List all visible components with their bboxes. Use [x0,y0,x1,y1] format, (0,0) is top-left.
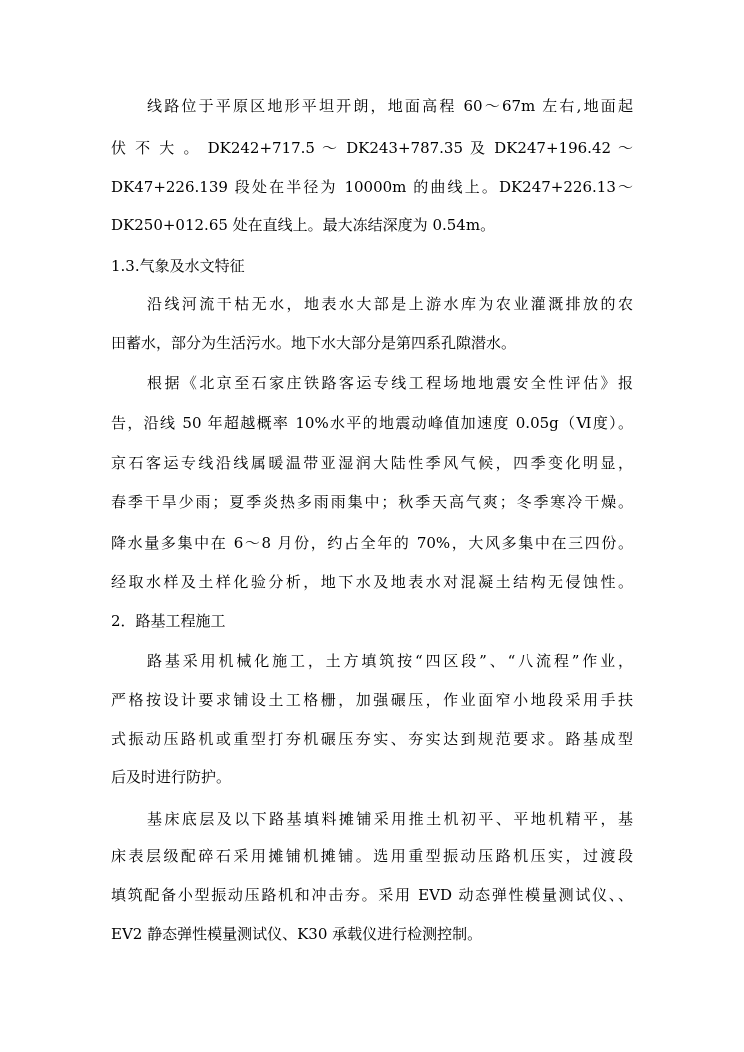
paragraph-subgrade-line-2: 严格按设计要求铺设土工格栅，加强碾压，作业面窄小地段采用手扶 [111,691,633,709]
paragraph-subgrade-line-4: 后及时进行防护。 [111,768,232,786]
section-heading-2: 2．路基工程施工 [111,612,226,630]
paragraph-subgrade-line-1: 路基采用机械化施工，土方填筑按“四区段”、“八流程”作业， [147,652,633,670]
paragraph-hydrology-line-1: 沿线河流干枯无水，地表水大部是上游水库为农业灌溉排放的农 [147,295,633,313]
paragraph-terrain-line-2: 伏 不 大 。 DK242+717.5 ～ DK243+787.35 及 DK247+196.42 ～ [111,139,633,157]
paragraph-base-layer-line-4: EV2 静态弹性模量测试仪、K30 承载仪进行检测控制。 [111,925,483,943]
paragraph-climate-line-5: 降水量多集中在 6～8 月份，约占全年的 70%，大风多集中在三四份。 [111,534,633,552]
paragraph-base-layer-line-3: 填筑配备小型振动压路机和冲击夯。采用 EVD 动态弹性模量测试仪、、 [111,886,633,904]
paragraph-subgrade-line-3: 式振动压路机或重型打夯机碾压夯实、夯实达到规范要求。路基成型 [111,730,633,748]
paragraph-terrain-line-3: DK47+226.139 段处在半径为 10000m 的曲线上。DK247+226.13～ [111,178,633,196]
paragraph-base-layer-line-1: 基床底层及以下路基填料摊铺采用推土机初平、平地机精平，基 [147,810,633,828]
paragraph-climate-line-6: 经取水样及土样化验分析，地下水及地表水对混凝土结构无侵蚀性。 [111,573,633,591]
paragraph-climate-line-2: 告，沿线 50 年超越概率 10%水平的地震动峰值加速度 0.05g（Ⅵ度）。 [111,414,633,432]
paragraph-climate-line-1: 根据《北京至石家庄铁路客运专线工程场地地震安全性评估》报 [147,374,633,392]
paragraph-climate-line-4: 春季干旱少雨；夏季炎热多雨雨集中；秋季天高气爽；冬季寒冷干燥。 [111,493,633,511]
paragraph-hydrology-line-2: 田蓄水，部分为生活污水。地下水大部分是第四系孔隙潜水。 [111,334,517,352]
section-heading-1-3: 1.3.气象及水文特征 [111,257,245,275]
paragraph-base-layer-line-2: 床表层级配碎石采用摊铺机摊铺。选用重型振动压路机压实，过渡段 [111,847,633,865]
paragraph-terrain-line-1: 线路位于平原区地形平坦开朗，地面高程 60～67m 左右,地面起 [147,97,633,115]
paragraph-climate-line-3: 京石客运专线沿线属暖温带亚湿润大陆性季风气候，四季变化明显， [111,454,633,472]
paragraph-terrain-line-4: DK250+012.65 处在直线上。最大冻结深度为 0.54m。 [111,216,496,234]
